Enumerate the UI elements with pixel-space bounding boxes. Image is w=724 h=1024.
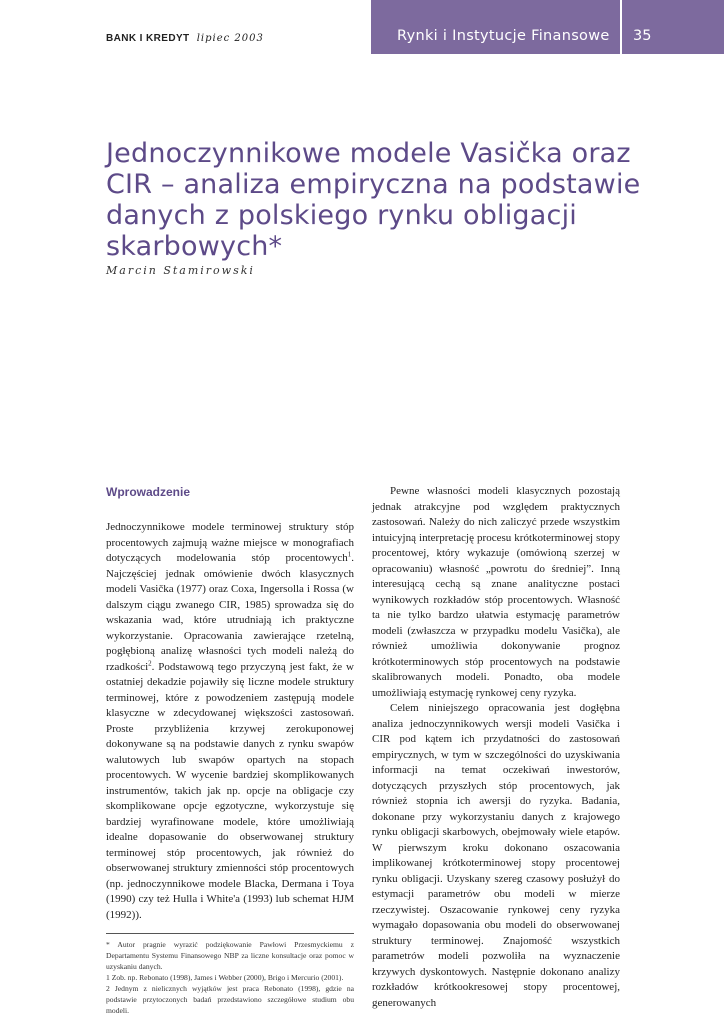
right-column — [372, 484, 620, 1011]
article-author: Marcin Stamirowski — [106, 264, 255, 277]
section-band — [371, 0, 724, 54]
footnote-ref-1: 1 — [347, 550, 352, 559]
section-heading-introduction: Wprowadzenie — [106, 485, 191, 499]
footnotes — [106, 933, 354, 1016]
article-title: Jednoczynnikowe modele Vasička oraz CIR – analiza empiryczna na podstawie danych z polskiego rynku obligacji skarbowych* — [106, 138, 641, 262]
left-column — [106, 484, 354, 1016]
body-paragraph-2: Celem niniejszego opracowania jest dogłębna analiza jednoczynnikowych wersji modeli Vasička i CIR pod kątem ich przydatności do zastosowań empirycznych, w tym w szczególności do uzyskiwania informacji na temat oczekiwań inwestorów, dotyczących przyszłych stóp procentowych, jak również stopnia ich awersji do ryzyka. Badania, dokonane przy wykorzystaniu danych z krajowego rynku obligacji skarbowych, obejmowały wiele etapów. W pierwszym kroku dokonano oszacowania implikowanej krótkoterminowej stopy procentowej rynku obligacji. Uzyskany szereg czasowy posłużył do estymacji parametrów obu modeli w mierze rzeczywistej. Oszacowanie rynkowej ceny ryzyka wymagało dopasowania obu modeli do obserwowanej struktury terminowej. Znajomość wszystkich parametrów modeli pozwoliła na wyznaczenie krzywych dyskontowych. Następnie dokonano analizy rozkładów krótkookresowej stopy procentowej, generowanych — [372, 702, 620, 1009]
intro-text-1: Jednoczynnikowe modele terminowej struktury stóp procentowych zajmują ważne miejsce w monografiach dotyczących modelowania stóp procentowych — [106, 521, 354, 564]
band-divider — [620, 0, 622, 54]
footnote-1: 1 Zob. np. Rebonato (1998), James i Webber (2000), Brigo i Mercurio (2001). — [106, 973, 344, 982]
intro-paragraph — [106, 520, 354, 923]
running-header — [106, 33, 264, 44]
section-title: Rynki i Instytucje Finansowe — [397, 28, 610, 44]
issue-date: lipiec 2003 — [196, 33, 264, 44]
intro-text-2: . Najczęściej jednak omówienie dwóch klasycznych modeli Vasička (1977) oraz Coxa, Ingersolla i Rossa (w dalszym ciągu zwanego CIR, 1985) sprowadza się do wskazania wad, które utrudniają ich praktyczne wykorzystanie. Opracowania zawierające rzetelną, pogłębioną analizę własności tych modeli należą do rzadkości — [106, 552, 354, 673]
footnote-ref-2: 2 — [148, 658, 152, 667]
page-number: 35 — [633, 28, 652, 44]
footnote-acknowledgement: * Autor pragnie wyrazić podziękowanie Pawłowi Przesmyckiemu z Departamentu Systemu Finansowego NBP za liczne konsultacje oraz pomoc w uzyskaniu danych. — [106, 940, 354, 971]
footnote-2: 2 Jednym z nielicznych wyjątków jest praca Rebonato (1998), gdzie na podstawie przytoczonych badań przedstawiono szczegółowe studium obu modeli. — [106, 984, 354, 1015]
body-paragraph-1: Pewne własności modeli klasycznych pozostają jednak atrakcyjne pod względem praktycznych zastosowań. Należy do nich zaliczyć przede wszystkim intuicyjną interpretację procesu krótkoterminowej stopy procentowej, który wykazuje (omówioną szerzej w opracowaniu) własność „powrotu do średniej”. Inną interesującą cechą są znane analityczne postaci wynikowych rozkładów stóp procentowych. Własność ta nie tylko bardzo ułatwia estymację parametrów modeli (zwłaszcza w przypadku modelu Vasička), ale również umożliwia dokonywanie prognoz krótkoterminowych stóp procentowych na podstawie skalibrowanych modeli. Ponadto, oba modele umożliwiają estymację rynkowej ceny ryzyka. — [372, 485, 620, 699]
intro-text-3: . Podstawową tego przyczyną jest fakt, że w ostatniej dekadzie pojawiły się liczne modele struktury terminowej, które z powodzeniem zastępują modele klasyczne w zdecydowanej większości zastosowań. Proste przybliżenia krzywej zerokuponowej dokonywane są na podstawie danych z rynku swapów walutowych lub swapów opartych na stopach procentowych. W wycenie bardziej skomplikowanych instrumentów, takich jak np. opcje na obligacje czy skomplikowane opcje egzotyczne, wykorzystuje się bardziej wyrafinowane modele, które umożliwiają idealne dopasowanie do obserwowanej struktury terminowej stóp procentowych, jak również do obserwowanej struktury zmienności stóp procentowych (np. jednoczynnikowe modele Blacka, Dermana i Toya (1990) czy też Hulla i White'a (1993) lub schemat HJM (1992)). — [106, 660, 354, 921]
journal-name: BANK I KREDYT — [106, 33, 190, 44]
